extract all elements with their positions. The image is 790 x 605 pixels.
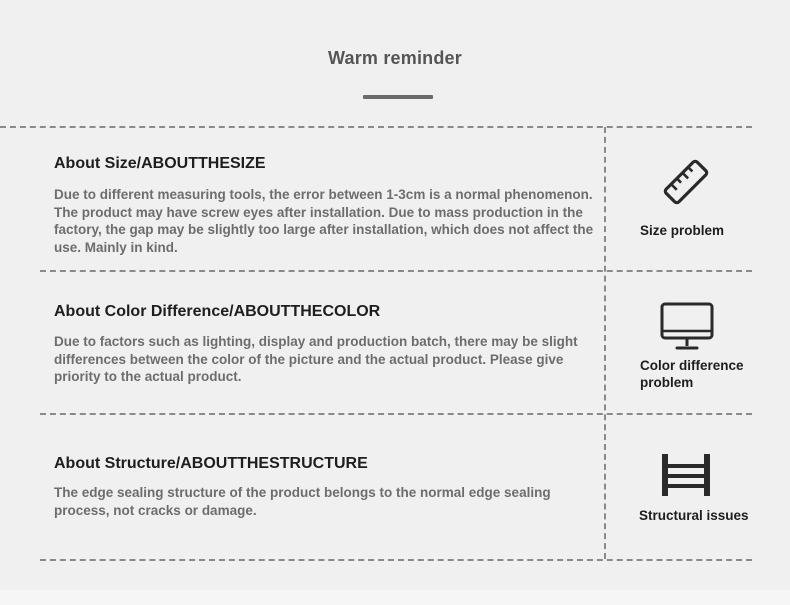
divider-bottom xyxy=(40,559,752,561)
section-title: About Structure/ABOUTTHESTRUCTURE xyxy=(54,455,368,472)
divider-color-structure xyxy=(40,413,752,415)
divider-top xyxy=(0,126,752,128)
section-description: Due to factors such as lighting, display and production batch, there may be slight differences between the color of the picture and the actual product. Please give priority to the actual product. xyxy=(54,334,578,384)
section-description: Due to different measuring tools, the error between 1-3cm is a normal phenomenon. The product may have screw eyes after installation. Due to mass production in the factory, the gap may be slightly too large after installation, which does not affect the use. Mainly in kind. xyxy=(54,187,594,255)
section-description: The edge sealing structure of the product belongs to the normal edge sealing process, not cracks or damage. xyxy=(54,485,551,518)
title-underline xyxy=(363,95,433,99)
section-title: About Size/ABOUTTHESIZE xyxy=(54,155,266,172)
divider-vertical xyxy=(604,127,606,559)
side-label: Structural issues xyxy=(639,508,749,523)
monitor-icon xyxy=(660,302,714,352)
side-label: Size problem xyxy=(640,223,725,238)
footer-strip xyxy=(0,590,790,605)
divider-size-color xyxy=(40,270,752,272)
ladder-icon xyxy=(660,452,712,498)
section-title: About Color Difference/ABOUTTHECOLOR xyxy=(54,303,381,320)
side-label: Color difference problem xyxy=(640,358,744,390)
ruler-icon xyxy=(660,156,712,208)
page-title: Warm reminder xyxy=(328,48,462,68)
